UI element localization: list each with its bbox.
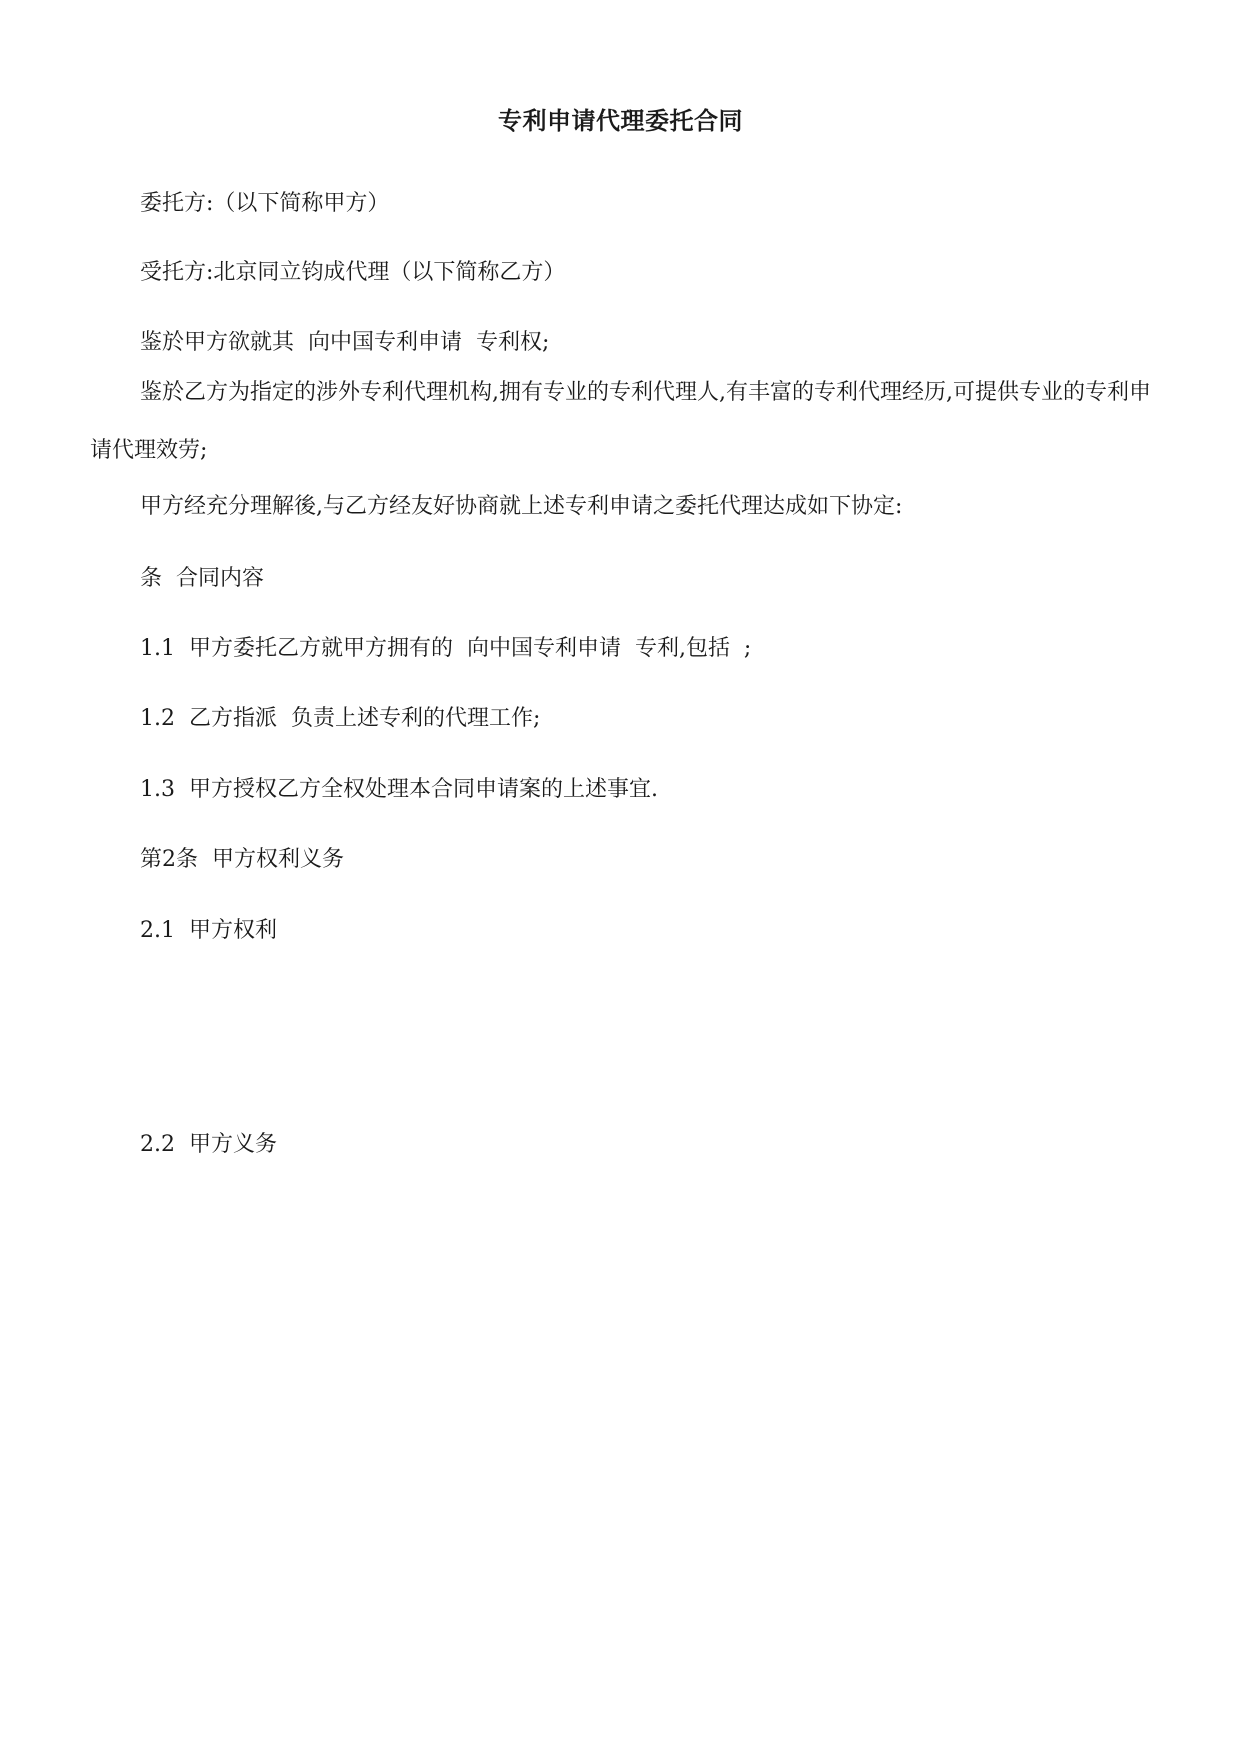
article-2-heading: 第2条 甲方权利义务 [140, 847, 344, 872]
article-1-3: 1.3 甲方授权乙方全权处理本合同申请案的上述事宜. [140, 777, 658, 802]
recital-3: 甲方经充分理解後,与乙方经友好协商就上述专利申请之委托代理达成如下协定: [140, 494, 903, 519]
article-1-2: 1.2 乙方指派 负责上述专利的代理工作; [140, 706, 541, 731]
article-2-2: 2.2 甲方义务 [140, 1132, 277, 1157]
article-1-heading: 条 合同内容 [140, 566, 264, 591]
recital-1: 鉴於甲方欲就其 向中国专利申请 专利权; [140, 330, 550, 355]
document-title: 专利申请代理委托合同 [498, 107, 743, 135]
clause-agent: 受托方:北京同立钧成代理（以下简称乙方） [140, 260, 566, 285]
article-2-1: 2.1 甲方权利 [140, 918, 277, 943]
clause-client: 委托方:（以下简称甲方） [140, 191, 390, 216]
article-1-1: 1.1 甲方委托乙方就甲方拥有的 向中国专利申请 专利,包括 ; [140, 636, 752, 661]
recital-2: 鉴於乙方为指定的涉外专利代理机构,拥有专业的专利代理人,有丰富的专利代理经历,可提供专业的专利申请代理效劳; [90, 380, 1151, 463]
